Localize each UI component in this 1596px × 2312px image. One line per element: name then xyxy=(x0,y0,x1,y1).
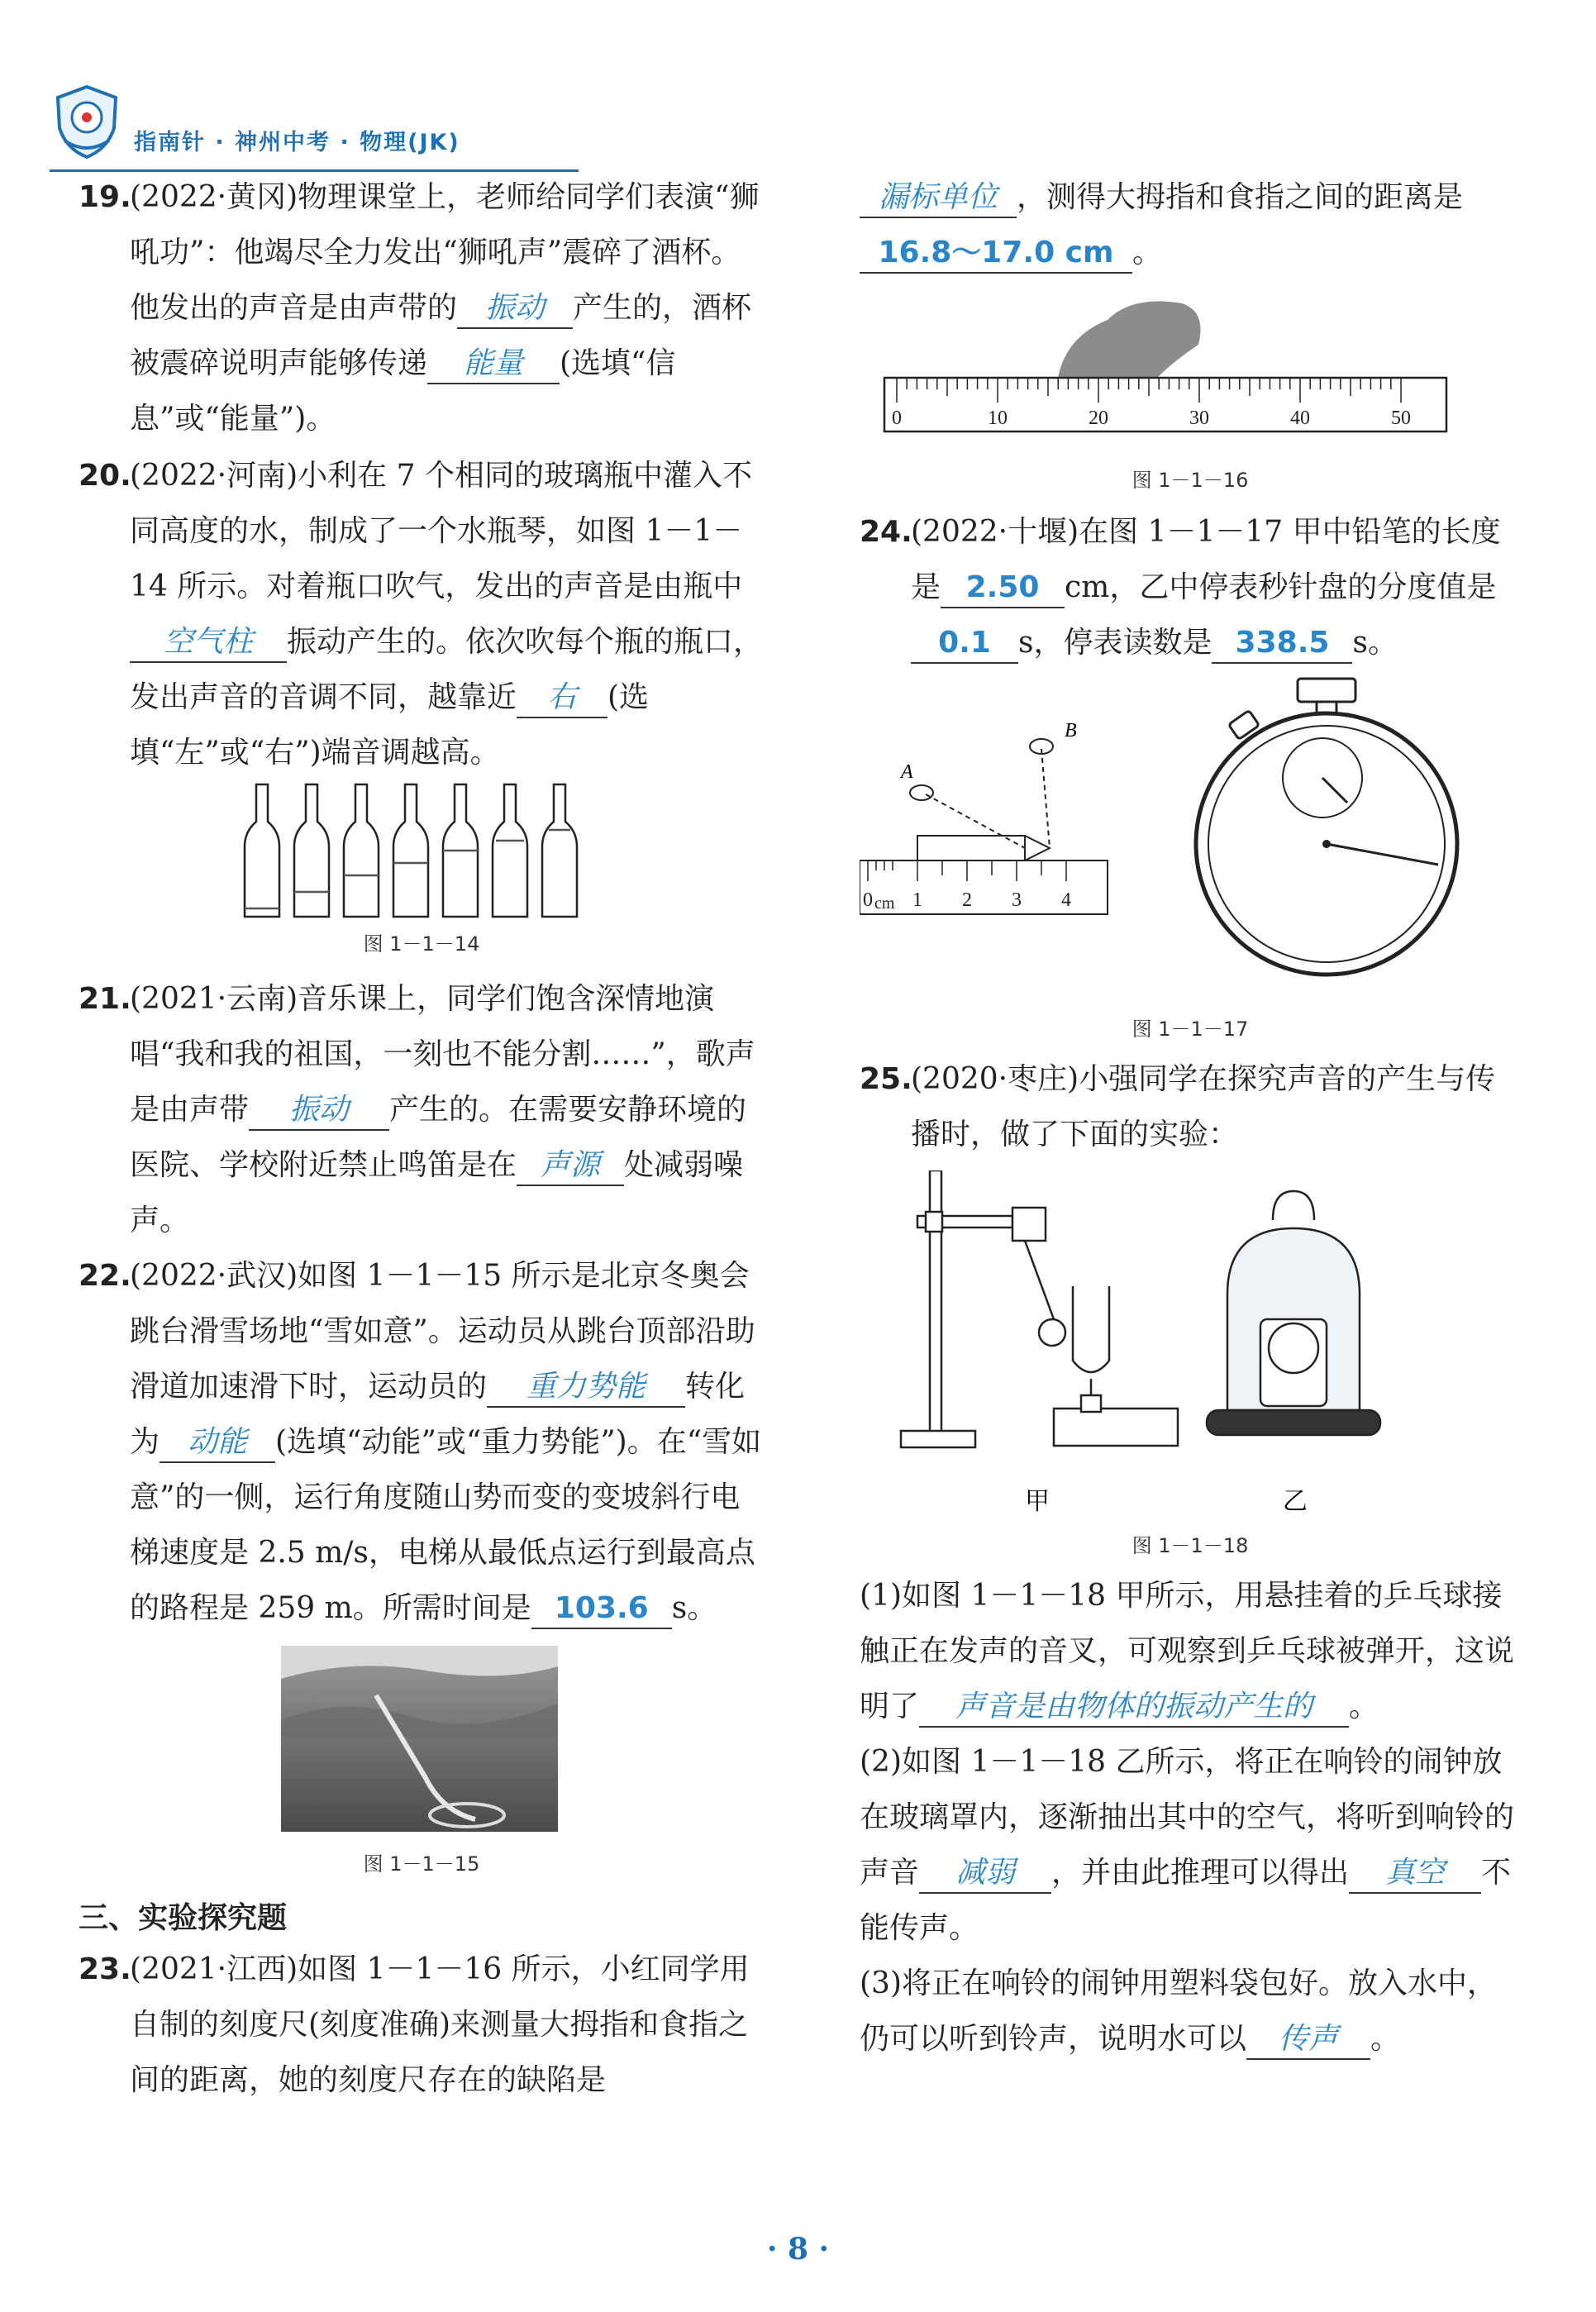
answer-blank[interactable]: 减弱 xyxy=(919,1854,1051,1894)
question-20 xyxy=(79,448,765,780)
question-number: 24. xyxy=(860,515,912,549)
answer-blank[interactable]: 重力势能 xyxy=(487,1368,685,1408)
tick-label: 4 xyxy=(1061,889,1071,911)
answer-blank[interactable]: 振动 xyxy=(457,289,573,329)
tick-label: 0 xyxy=(863,889,873,911)
question-text: 处减弱噪声。 xyxy=(130,1148,744,1237)
question-text: ，并由此推理可以得出 xyxy=(1051,1856,1350,1890)
question-22 xyxy=(79,1248,765,1636)
question-text: (2022·河南)小利在 7 个相同的玻璃瓶中灌入不同高度的水，制成了一个水瓶琴，如图 1－1－14 所示。对着瓶口吹气，发出的声音是由瓶中 xyxy=(130,459,752,603)
question-number: 20. xyxy=(79,459,131,493)
question-25-part-2 xyxy=(860,1734,1521,1956)
page-number: · 8 · xyxy=(766,2232,830,2267)
figure-caption: 图 1－1－16 xyxy=(1131,469,1249,492)
answer-blank[interactable]: 0.1 xyxy=(911,624,1018,664)
ruler-label: 40 xyxy=(1290,408,1310,429)
question-text: 转化为 xyxy=(130,1370,746,1459)
answer-blank[interactable]: 能量 xyxy=(427,345,560,384)
question-text: s。 xyxy=(671,1591,717,1625)
question-25-part-3 xyxy=(860,1956,1521,2066)
question-text: 。 xyxy=(1349,1690,1379,1723)
question-text: (选填“动能”或“重力势能”)。在“雪如意”的一侧，运行角度随山势而变的变坡斜行电梯速度是 2.5 m/s，电梯从最低点运行到最高点的路程是 259 m。所需时间是 xyxy=(130,1425,762,1625)
question-text: 产生的。在需要安静环境的医院、学校附近禁止鸣笛是在 xyxy=(130,1093,747,1182)
question-number: 21. xyxy=(79,982,131,1016)
tuning-fork-bell-jar-figure xyxy=(860,1170,1521,1526)
label-a: A xyxy=(901,761,913,783)
question-number: 22. xyxy=(79,1259,131,1293)
brand-title: 指南针 · 神州中考 · 物理(JK) xyxy=(134,130,460,155)
answer-blank[interactable]: 真空 xyxy=(1349,1854,1481,1894)
question-text: 不能传声。 xyxy=(860,1856,1512,1945)
question-text: (2022·武汉)如图 1－1－15 所示是北京冬奥会跳台滑雪场地“雪如意”。运动员从跳台顶部沿助滑道加速滑下时，运动员的 xyxy=(130,1259,755,1404)
ruler-label: 10 xyxy=(988,408,1008,429)
question-25 xyxy=(860,1051,1521,1162)
figure-caption: 图 1－1－14 xyxy=(363,932,480,956)
question-25-part-1 xyxy=(860,1568,1521,1734)
bottles-figure xyxy=(79,780,765,921)
label-b: B xyxy=(1065,720,1077,741)
unit-label: cm xyxy=(874,894,895,913)
answer-blank[interactable]: 空气柱 xyxy=(130,623,287,663)
question-21 xyxy=(79,971,765,1248)
ruler-label: 0 xyxy=(892,408,902,429)
question-text: 。 xyxy=(1370,2022,1401,2056)
question-text: (2020·枣庄)小强同学在探究声音的产生与传播时，做了下面的实验： xyxy=(911,1062,1496,1151)
question-number: 19. xyxy=(79,180,131,214)
tick-label: 2 xyxy=(962,889,972,911)
question-text: ，测得大拇指和食指之间的距离是 xyxy=(1017,180,1464,214)
ruler-label: 30 xyxy=(1189,408,1209,429)
question-text: (选填“左”或“右”)端音调越高。 xyxy=(130,680,650,770)
ski-jump-photo xyxy=(79,1646,765,1836)
question-19 xyxy=(79,169,765,446)
answer-blank[interactable]: 右 xyxy=(517,679,607,718)
answer-blank[interactable]: 2.50 xyxy=(941,569,1065,608)
answer-blank[interactable]: 声音是由物体的振动产生的 xyxy=(919,1688,1349,1728)
left-column xyxy=(79,169,765,2108)
label-jia: 甲 xyxy=(1025,1488,1050,1515)
question-text: 振动产生的。依次吹每个瓶的瓶口，发出声音的音调不同，越靠近 xyxy=(130,625,764,714)
tick-label: 3 xyxy=(1012,889,1022,911)
question-text: cm，乙中停表秒针盘的分度值是 xyxy=(1065,570,1497,604)
answer-blank[interactable]: 声源 xyxy=(517,1146,624,1186)
question-text: s。 xyxy=(1352,626,1398,660)
question-text: (选填“信息”或“能量”)。 xyxy=(130,346,676,436)
question-24 xyxy=(860,504,1521,670)
question-text: s，停表读数是 xyxy=(1018,626,1212,660)
section-heading: 三、实验探究题 xyxy=(79,1901,288,1935)
answer-blank[interactable]: 漏标单位 xyxy=(860,179,1017,218)
figure-caption: 图 1－1－18 xyxy=(1131,1534,1249,1557)
question-number: 23. xyxy=(79,1952,131,1986)
question-text: (2021·云南)音乐课上，同学们饱含深情地演唱“我和我的祖国，一刻也不能分割……”，歌声是由声带 xyxy=(130,982,755,1127)
stopwatch-icon xyxy=(1196,679,1457,975)
question-text: 产生的，酒杯被震碎说明声能够传递 xyxy=(130,291,752,380)
label-yi: 乙 xyxy=(1283,1488,1308,1515)
answer-blank[interactable]: 16.8～17.0 cm xyxy=(860,234,1132,274)
question-text: (2)如图 1－1－18 乙所示，将正在响铃的闹钟放在玻璃罩内，逐渐抽出其中的空气，将听到响铃的声音 xyxy=(860,1745,1515,1890)
question-23-continued xyxy=(860,169,1521,280)
figure-caption: 图 1－1－15 xyxy=(363,1852,480,1876)
answer-blank[interactable]: 103.6 xyxy=(531,1590,672,1629)
page-header xyxy=(50,74,579,174)
question-text: (1)如图 1－1－18 甲所示，用悬挂着的乒乓球接触正在发声的音叉，可观察到乒乓球被弹开，这说明了 xyxy=(860,1579,1515,1723)
tick-label: 1 xyxy=(912,889,922,911)
question-text: (3)将正在响铃的闹钟用塑料袋包好。放入水中，仍可以听到铃声，说明水可以 xyxy=(860,1966,1497,2056)
ruler-figure xyxy=(860,287,1521,460)
answer-blank[interactable]: 传声 xyxy=(1246,2020,1370,2060)
question-number: 25. xyxy=(860,1062,912,1096)
answer-blank[interactable]: 振动 xyxy=(249,1091,389,1131)
question-text: (2022·十堰)在图 1－1－17 甲中铅笔的长度是 xyxy=(911,515,1501,604)
question-text: 。 xyxy=(1132,236,1163,269)
question-text: (2022·黄冈)物理课堂上，老师给同学们表演“狮吼功”：他竭尽全力发出“狮吼声”震碎了酒杯。他发出的声音是由声带的 xyxy=(130,180,760,325)
answer-blank[interactable]: 338.5 xyxy=(1212,624,1352,664)
shield-logo-icon xyxy=(50,83,124,161)
question-text: (2021·江西)如图 1－1－16 所示，小红同学用自制的刻度尺(刻度准确)来测量大拇指和食指之间的距离，她的刻度尺存在的缺陷是 xyxy=(130,1952,750,2097)
ruler-label: 50 xyxy=(1391,408,1411,429)
figure-caption: 图 1－1－17 xyxy=(1131,1018,1249,1041)
pencil-stopwatch-figure xyxy=(860,670,1521,1001)
question-23 xyxy=(79,1942,765,2108)
answer-blank[interactable]: 动能 xyxy=(160,1423,275,1463)
right-column xyxy=(860,169,1521,2066)
ruler-label: 20 xyxy=(1089,408,1108,429)
